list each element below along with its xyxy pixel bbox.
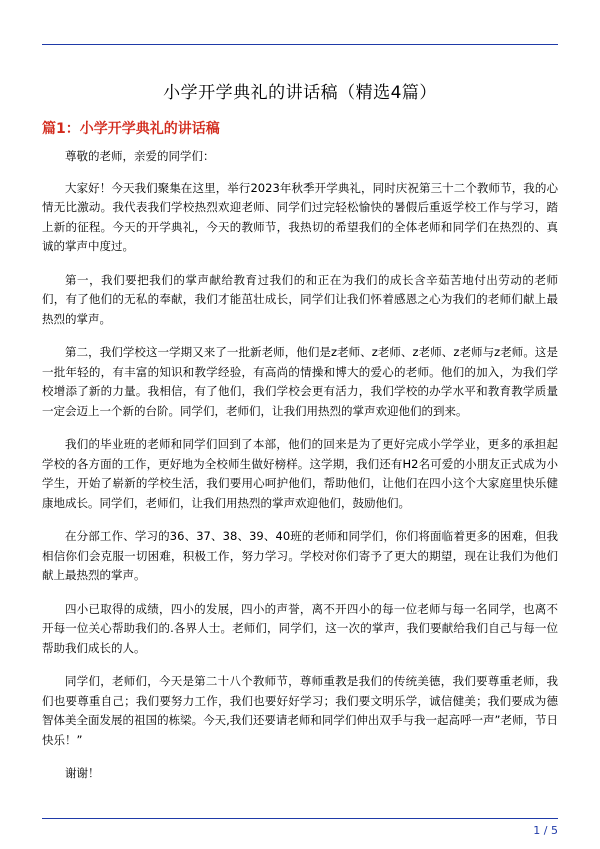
body-paragraph-5: 在分部工作、学习的36、37、38、39、40班的老师和同学们，你们将面临着更多的困难，但我相信你们会克服一切困难，积极工作，努力学习。学校对你们寄予了更大的期望，现在让我们为他们献上最热烈的掌声。 [42,529,558,582]
document-title: 小学开学典礼的讲话稿（精选4篇） [163,83,437,103]
body-paragraph-1: 大家好！今天我们聚集在这里，举行2023年秋季开学典礼，同时庆祝第三十二个教师节，我的心情无比激动。我代表我们学校热烈欢迎老师、同学们过完轻松愉快的暑假后重返学校工作与学习，踏上新的征程。今天的开学典礼，今天的教师节，我热切的希望我们的全体老师和同学们在热烈的、真诚的掌声中度过。 [42,180,558,253]
body-paragraph-7: 同学们，老师们，今天是第二十八个教师节，尊师重教是我们的传统美德，我们要尊重老师，我们也要尊重自己；我们要努力工作，我们也要好好学习；我们要文明乐学，诚信健美；我们要成为德智体美全面发展的祖国的栋梁。今天,我们还要请老师和同学们伸出双手与我一起高呼一声”老师，节日快乐！” [42,674,558,747]
body-paragraph-3: 第二，我们学校这一学期又来了一批新老师，他们是z老师、z老师、z老师、z老师与z老师。这是一批年轻的，有丰富的知识和教学经验，有高尚的情操和博大的爱心的老师。他们的加入，为我们学校增添了新的力量。我相信，有了他们，我们学校会更有活力，我们学校的办学水平和教育教学质量一定会迈上一个新的台阶。同学们，老师们，让我们用热烈的掌声欢迎他们的到来。 [42,345,558,418]
page-indicator: 1 / 5 [533,824,558,837]
header-rule [42,44,558,45]
body-paragraph-2: 第一，我们要把我们的掌声献给教育过我们的和正在为我们的成长含辛茹苦地付出劳动的老师们，有了他们的无私的奉献，我们才能茁壮成长，同学们让我们怀着感恩之心为我们的老师们献上最热烈的掌声。 [42,272,558,326]
footer-rule [42,818,558,819]
closing-thanks: 谢谢！ [65,766,100,780]
section-heading: 篇1：小学开学典礼的讲话稿 [42,121,220,137]
greeting-paragraph: 尊敬的老师，亲爱的同学们： [65,149,215,163]
document-body [42,147,558,798]
body-paragraph-6: 四小已取得的成绩，四小的发展，四小的声誉，离不开四小的每一位老师与每一名同学，也离不开每一位关心帮助我们的.各界人士。老师们，同学们，这一次的掌声，我们要献给我们自己与每一位帮助我们成长的人。 [42,601,558,655]
body-paragraph-4: 我们的毕业班的老师和同学们回到了本部，他们的回来是为了更好完成小学学业，更多的承担起学校的各方面的工作，更好地为全校师生做好榜样。这学期，我们还有H2名可爱的小朋友正式成为小学生，开始了崭新的学校生活，我们要用心呵护他们，帮助他们，让他们在四小这个大家庭里快乐健康地成长。同学们，老师们，让我们用热烈的掌声欢迎他们，鼓励他们。 [42,437,558,510]
